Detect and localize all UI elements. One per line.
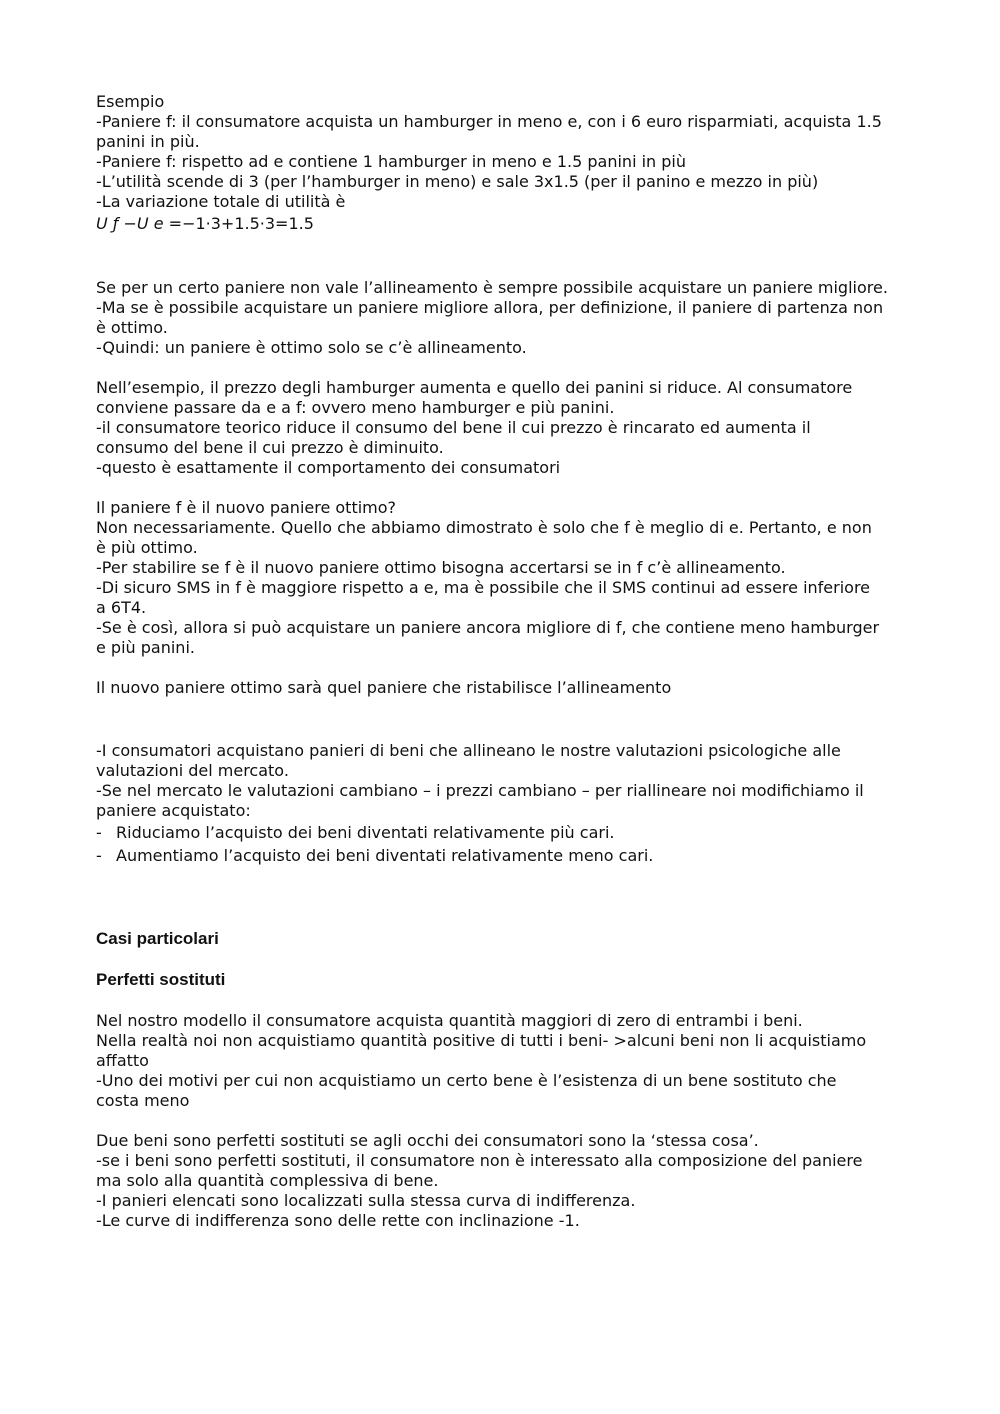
text-line: conviene passare da e a f: ovvero meno hamburger e più panini. bbox=[96, 398, 615, 417]
formula-lhs: U ƒ −U e bbox=[96, 214, 164, 233]
text-line: -Se è così, allora si può acquistare un paniere ancora migliore di f, che contiene meno hamburger bbox=[96, 618, 880, 637]
list-item-text: Riduciamo l’acquisto dei beni diventati relativamente più cari. bbox=[116, 823, 615, 842]
text-line: Nella realtà noi non acquistiamo quantità positive di tutti i beni- >alcuni beni non li acquistiamo bbox=[96, 1031, 867, 1050]
text-line: -Di sicuro SMS in f è maggiore rispetto a e, ma è possibile che il SMS continui ad essere inferiore bbox=[96, 578, 871, 597]
list-item-text: Aumentiamo l’acquisto dei beni diventati relativamente meno cari. bbox=[116, 846, 654, 865]
utility-formula bbox=[96, 213, 916, 235]
text-line: -Quindi: un paniere è ottimo solo se c’è allineamento. bbox=[96, 338, 527, 357]
text-line: -Le curve di indifferenza sono delle rette con inclinazione -1. bbox=[96, 1211, 580, 1230]
text-line: -L’utilità scende di 3 (per l’hamburger in meno) e sale 3x1.5 (per il panino e mezzo in più) bbox=[96, 172, 819, 191]
text-line: costa meno bbox=[96, 1091, 190, 1110]
text-line: è più ottimo. bbox=[96, 538, 198, 557]
text-line: -Uno dei motivi per cui non acquistiamo un certo bene è l’esistenza di un bene sostituto che bbox=[96, 1071, 837, 1090]
text-line: Il nuovo paniere ottimo sarà quel paniere che ristabilisce l’allineamento bbox=[96, 678, 672, 697]
text-line: -Per stabilire se f è il nuovo paniere ottimo bisogna accertarsi se in f c’è allineamento. bbox=[96, 558, 786, 577]
bullet-dash: - bbox=[96, 846, 102, 865]
document-page bbox=[96, 92, 916, 1231]
example-title: Esempio bbox=[96, 92, 165, 111]
section-heading: Casi particolari bbox=[96, 929, 219, 948]
text-line: ma solo alla quantità complessiva di bene. bbox=[96, 1171, 439, 1190]
text-line: Due beni sono perfetti sostituti se agli occhi dei consumatori sono la ‘stessa cosa’. bbox=[96, 1131, 759, 1150]
text-line: -questo è esattamente il comportamento dei consumatori bbox=[96, 458, 561, 477]
text-line: Se per un certo paniere non vale l’allineamento è sempre possibile acquistare un paniere migliore. bbox=[96, 278, 888, 297]
text-line: panini in più. bbox=[96, 132, 200, 151]
subsection-heading: Perfetti sostituti bbox=[96, 970, 226, 989]
text-line: a 6T4. bbox=[96, 598, 147, 617]
text-line: affatto bbox=[96, 1051, 149, 1070]
text-line: Nell’esempio, il prezzo degli hamburger aumenta e quello dei panini si riduce. Al consumatore bbox=[96, 378, 853, 397]
list-item bbox=[96, 821, 916, 844]
bullet-dash: - bbox=[96, 823, 102, 842]
formula-rhs: =−1·3+1.5·3=1.5 bbox=[168, 214, 314, 233]
text-line: Nel nostro modello il consumatore acquista quantità maggiori di zero di entrambi i beni. bbox=[96, 1011, 803, 1030]
text-line: -Paniere f: rispetto ad e contiene 1 hamburger in meno e 1.5 panini in più bbox=[96, 152, 687, 171]
text-line: -Paniere f: il consumatore acquista un hamburger in meno e, con i 6 euro risparmiati, acquista 1.5 bbox=[96, 112, 882, 131]
text-line: è ottimo. bbox=[96, 318, 168, 337]
text-line: consumo del bene il cui prezzo è diminuito. bbox=[96, 438, 444, 457]
list-item bbox=[96, 844, 916, 867]
text-line: valutazioni del mercato. bbox=[96, 761, 289, 780]
text-line: Il paniere f è il nuovo paniere ottimo? bbox=[96, 498, 397, 517]
text-line: -La variazione totale di utilità è bbox=[96, 192, 346, 211]
text-line: e più panini. bbox=[96, 638, 195, 657]
text-line: Non necessariamente. Quello che abbiamo dimostrato è solo che f è meglio di e. Pertanto, e non bbox=[96, 518, 872, 537]
text-line: -Ma se è possibile acquistare un paniere migliore allora, per definizione, il paniere di partenza non bbox=[96, 298, 884, 317]
text-line: -il consumatore teorico riduce il consumo del bene il cui prezzo è rincarato ed aumenta il bbox=[96, 418, 811, 437]
text-line: -se i beni sono perfetti sostituti, il consumatore non è interessato alla composizione del paniere bbox=[96, 1151, 863, 1170]
text-line: -I consumatori acquistano panieri di beni che allineano le nostre valutazioni psicologiche alle bbox=[96, 741, 841, 760]
text-line: -Se nel mercato le valutazioni cambiano – i prezzi cambiano – per riallineare noi modifichiamo il bbox=[96, 781, 864, 800]
text-line: paniere acquistato: bbox=[96, 801, 251, 820]
text-line: -I panieri elencati sono localizzati sulla stessa curva di indifferenza. bbox=[96, 1191, 636, 1210]
